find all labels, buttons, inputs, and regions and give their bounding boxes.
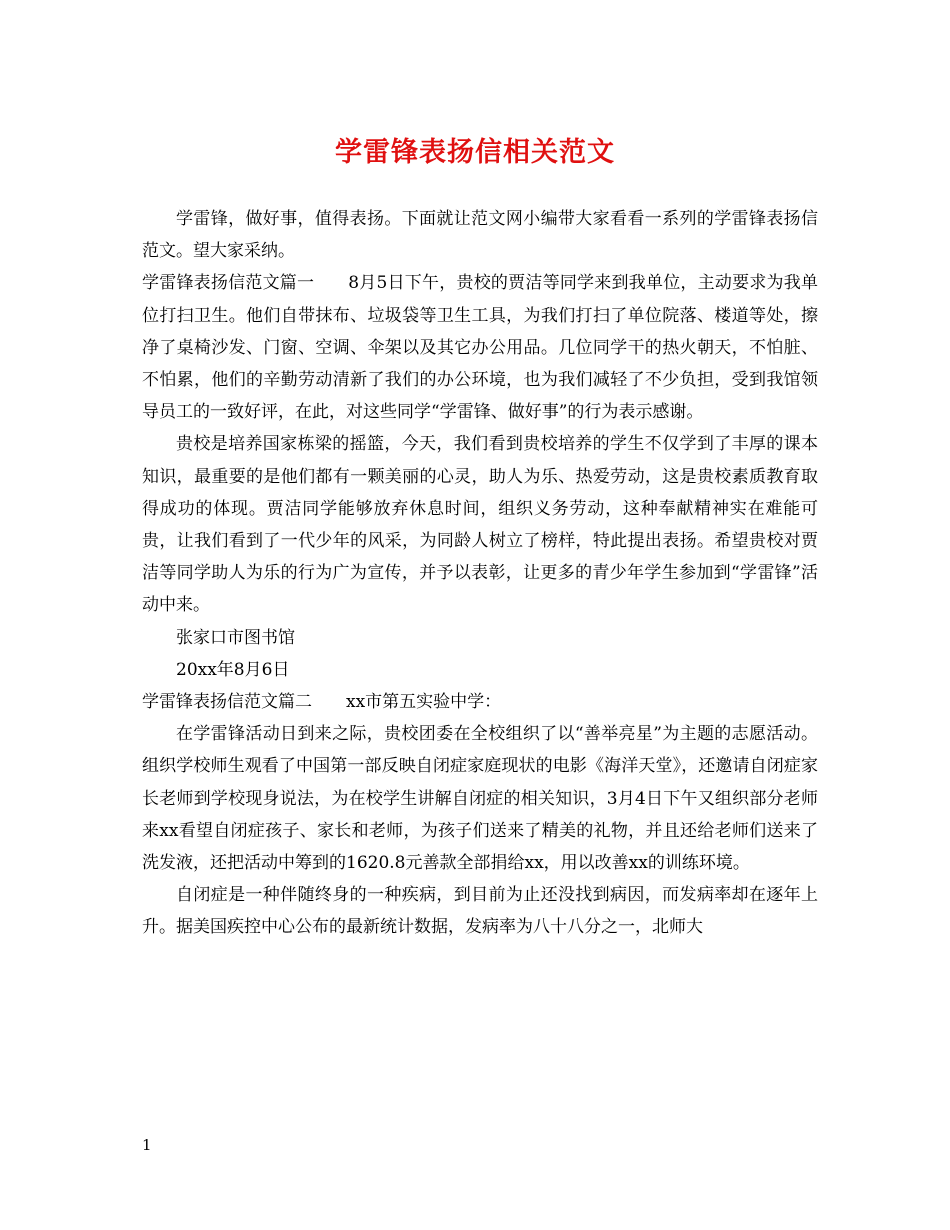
section1-text: 8月5日下午，贵校的贾洁等同学来到我单位，主动要求为我单位打扫卫生。他们自带抹布、垃圾袋等卫生工具，为我们打扫了单位院落、楼道等处，擦净了桌椅沙发、门窗、空调、伞架以及其它办公用品。几位同学干的热火朝天，不怕脏、不怕累，他们的辛勤劳动清新了我们的办公环境，也为我们减轻了不少负担，受到我馆领导员工的一致好评，在此，对这些同学“学雷锋、做好事”的行为表示感谢。 <box>142 273 818 423</box>
letter-date: 20xx年8月6日 <box>176 659 290 680</box>
section2-heading: 学雷锋表扬信范文篇二 <box>142 692 312 713</box>
page-number: 1 <box>142 1136 152 1154</box>
signature: 张家口市图书馆 <box>176 627 295 648</box>
section2-salutation: xx市第五实验中学： <box>346 692 502 713</box>
document-body <box>142 203 818 944</box>
section1-paragraph-2: 贵校是培养国家栋梁的摇篮，今天，我们看到贵校培养的学生不仅学到了丰厚的课本知识，最重要的是他们都有一颗美丽的心灵，助人为乐、热爱劳动，这是贵校素质教育取得成功的体现。贾洁同学能够放弃休息时间，组织义务劳动，这种奉献精神实在难能可贵，让我们看到了一代少年的风采，为同龄人树立了榜样，特此提出表扬。希望贵校对贾洁等同学助人为乐的行为广为宣传，并予以表彰，让更多的青少年学生参加到“学雷锋”活动中来。 <box>142 434 818 616</box>
intro-paragraph: 学雷锋，做好事，值得表扬。下面就让范文网小编带大家看看一系列的学雷锋表扬信范文。望大家采纳。 <box>142 209 818 262</box>
section2-paragraph-2: 自闭症是一种伴随终身的一种疾病，到目前为止还没找到病因，而发病率却在逐年上升。据美国疾控中心公布的最新统计数据，发病率为八十八分之一，北师大 <box>142 885 818 938</box>
section1-heading: 学雷锋表扬信范文篇一 <box>142 273 315 294</box>
document-title: 学雷锋表扬信相关范文 <box>335 137 615 168</box>
section2-paragraph-1: 在学雷锋活动日到来之际，贵校团委在全校组织了以“善举亮星”为主题的志愿活动。组织学校师生观看了中国第一部反映自闭症家庭现状的电影《海洋天堂》，还邀请自闭症家长老师到学校现身说法，为在校学生讲解自闭症的相关知识，3月4日下午又组织部分老师来xx看望自闭症孩子、家长和老师，为孩子们送来了精美的礼物，并且还给老师们送来了洗发液，还把活动中筹到的1620.8元善款全部捐给xx，用以改善xx的训练环境。 <box>142 724 818 874</box>
section1-paragraph <box>142 267 818 428</box>
section2-heading-line <box>142 686 818 718</box>
